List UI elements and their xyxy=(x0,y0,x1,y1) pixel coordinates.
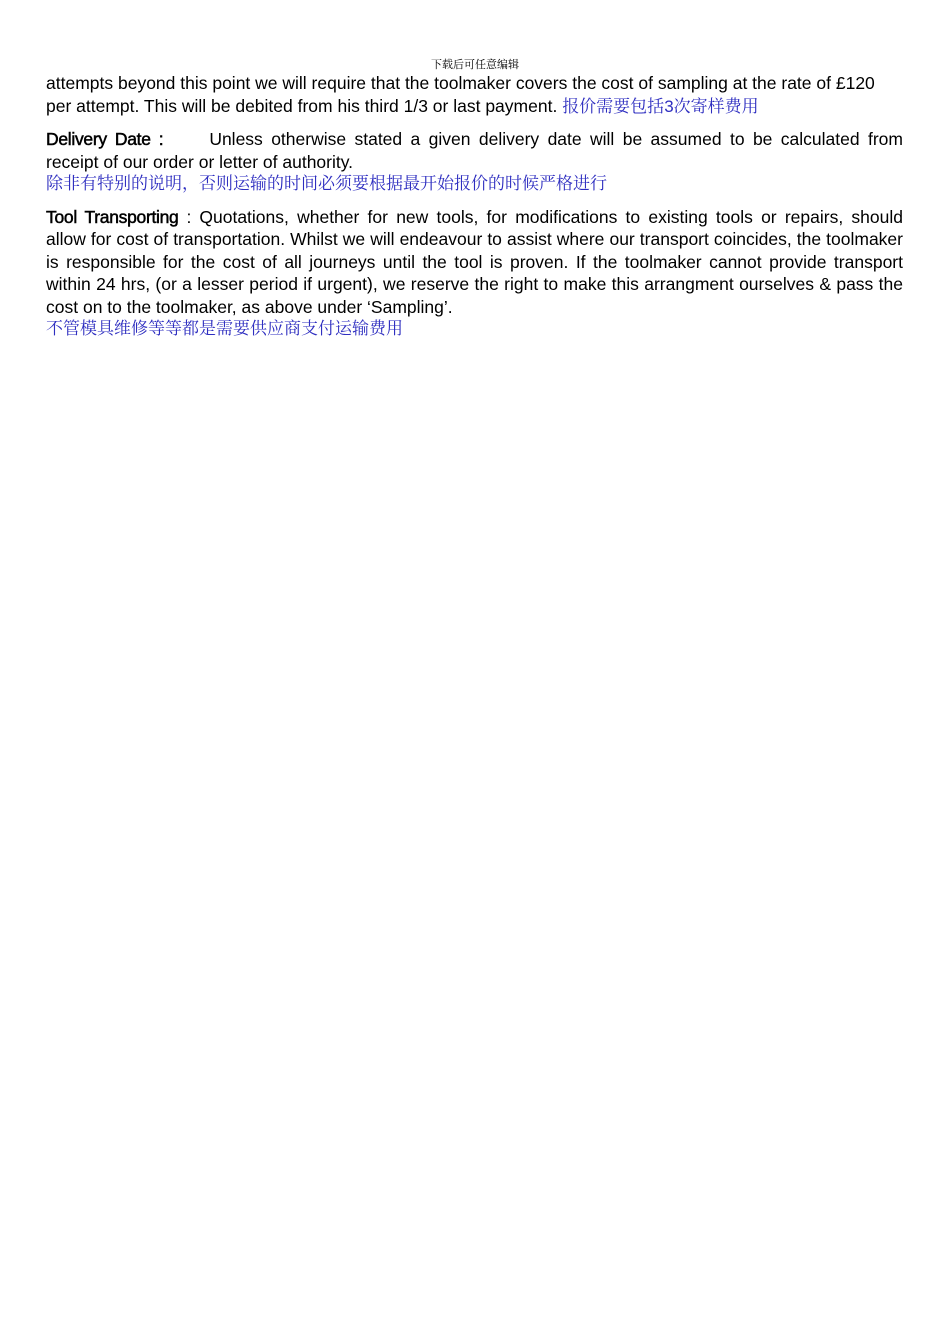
tool-transporting-paragraph xyxy=(46,206,903,341)
delivery-date-text: Unless otherwise stated a given delivery date will be assumed to be calculated from receipt of our order or letter of authority. xyxy=(46,129,903,172)
sampling-chinese-note: 报价需要包括3次寄样费用 xyxy=(562,96,759,117)
tool-transporting-chinese-note: 不管模具维修等等都是需要供应商支付运输费用 xyxy=(46,319,403,339)
document-body xyxy=(46,72,903,351)
tool-transporting-label: Tool Transporting xyxy=(46,206,179,227)
sampling-paragraph xyxy=(46,72,903,118)
sampling-text: attempts beyond this point we will require that the toolmaker covers the cost of sampling at the rate of £120 per attempt. This will be debited from his third 1/3 or last payment. xyxy=(46,73,875,116)
tool-transporting-text: Quotations, whether for new tools, for modifications to existing tools or repairs, should allow for cost of transportation. Whilst we will endeavour to assist where our transport coincides, the toolmaker is responsible for the cost of all journeys until the tool is proven. If the toolmaker cannot provide transport within 24 hrs, (or a lesser period if urgent), we reserve the right to make this arrangment ourselves & pass the cost on to the toolmaker, as above under ‘Sampling’. xyxy=(46,206,903,317)
delivery-date-paragraph xyxy=(46,128,903,196)
delivery-date-chinese-note: 除非有特别的说明，否则运输的时间必须要根据最开始报价的时候严格进行 xyxy=(46,174,607,194)
tool-transporting-colon: : xyxy=(186,206,192,227)
delivery-date-label: Delivery Date : xyxy=(46,129,164,149)
page-header: 下载后可任意编辑 xyxy=(431,58,519,71)
